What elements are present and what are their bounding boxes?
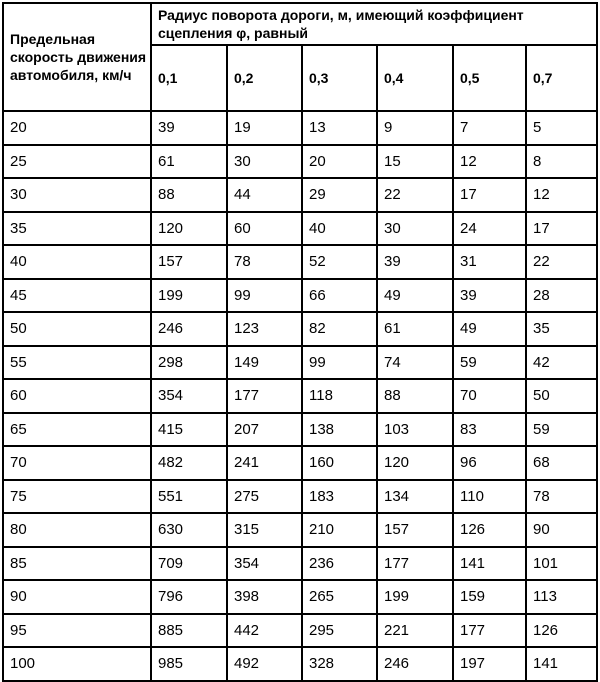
coefficient-header: 0,5 xyxy=(453,45,526,111)
radius-cell: 40 xyxy=(302,212,377,246)
radius-cell: 61 xyxy=(377,312,453,346)
radius-cell: 52 xyxy=(302,245,377,279)
radius-cell: 39 xyxy=(377,245,453,279)
coefficient-header: 0,4 xyxy=(377,45,453,111)
radius-cell: 246 xyxy=(377,647,453,681)
radius-cell: 101 xyxy=(526,547,597,581)
radius-cell: 354 xyxy=(151,379,227,413)
radius-cell: 241 xyxy=(227,446,302,480)
speed-cell: 30 xyxy=(3,178,151,212)
radius-cell: 12 xyxy=(526,178,597,212)
speed-cell: 40 xyxy=(3,245,151,279)
radius-cell: 197 xyxy=(453,647,526,681)
radius-cell: 49 xyxy=(377,279,453,313)
speed-cell: 70 xyxy=(3,446,151,480)
radius-cell: 398 xyxy=(227,580,302,614)
radius-cell: 885 xyxy=(151,614,227,648)
radius-cell: 221 xyxy=(377,614,453,648)
radius-cell: 44 xyxy=(227,178,302,212)
table-row xyxy=(3,279,597,313)
radius-cell: 12 xyxy=(453,145,526,179)
radius-cell: 96 xyxy=(453,446,526,480)
speed-cell: 25 xyxy=(3,145,151,179)
radius-cell: 19 xyxy=(227,111,302,145)
radius-cell: 82 xyxy=(302,312,377,346)
radius-cell: 13 xyxy=(302,111,377,145)
radius-cell: 236 xyxy=(302,547,377,581)
speed-cell: 80 xyxy=(3,513,151,547)
speed-cell: 50 xyxy=(3,312,151,346)
table-body xyxy=(3,111,597,681)
radius-cell: 15 xyxy=(377,145,453,179)
radius-cell: 177 xyxy=(377,547,453,581)
radius-cell: 120 xyxy=(377,446,453,480)
speed-column-header: Предельная скорость движения автомобиля, км/ч xyxy=(3,3,151,111)
radius-cell: 78 xyxy=(526,480,597,514)
radius-cell: 354 xyxy=(227,547,302,581)
table-row xyxy=(3,480,597,514)
radius-cell: 177 xyxy=(453,614,526,648)
radius-cell: 68 xyxy=(526,446,597,480)
radius-column-header: Радиус поворота дороги, м, имеющий коэффициент сцепления φ, равный xyxy=(151,3,597,45)
radius-cell: 796 xyxy=(151,580,227,614)
table-row xyxy=(3,145,597,179)
radius-cell: 126 xyxy=(526,614,597,648)
radius-cell: 70 xyxy=(453,379,526,413)
speed-cell: 20 xyxy=(3,111,151,145)
table-row xyxy=(3,312,597,346)
table-row xyxy=(3,513,597,547)
table-row xyxy=(3,111,597,145)
radius-cell: 99 xyxy=(227,279,302,313)
radius-cell: 298 xyxy=(151,346,227,380)
radius-cell: 709 xyxy=(151,547,227,581)
radius-cell: 42 xyxy=(526,346,597,380)
radius-cell: 83 xyxy=(453,413,526,447)
radius-cell: 141 xyxy=(453,547,526,581)
radius-cell: 551 xyxy=(151,480,227,514)
radius-cell: 210 xyxy=(302,513,377,547)
radius-cell: 59 xyxy=(453,346,526,380)
radius-cell: 5 xyxy=(526,111,597,145)
radius-cell: 159 xyxy=(453,580,526,614)
radius-cell: 30 xyxy=(227,145,302,179)
radius-cell: 207 xyxy=(227,413,302,447)
radius-cell: 110 xyxy=(453,480,526,514)
radius-cell: 17 xyxy=(453,178,526,212)
speed-cell: 75 xyxy=(3,480,151,514)
speed-cell: 90 xyxy=(3,580,151,614)
radius-cell: 199 xyxy=(377,580,453,614)
speed-cell: 65 xyxy=(3,413,151,447)
table-row xyxy=(3,614,597,648)
radius-cell: 442 xyxy=(227,614,302,648)
radius-cell: 90 xyxy=(526,513,597,547)
radius-cell: 39 xyxy=(453,279,526,313)
radius-cell: 30 xyxy=(377,212,453,246)
table-row xyxy=(3,178,597,212)
radius-cell: 99 xyxy=(302,346,377,380)
coefficient-header: 0,2 xyxy=(227,45,302,111)
coefficient-header: 0,7 xyxy=(526,45,597,111)
radius-cell: 275 xyxy=(227,480,302,514)
table-row xyxy=(3,245,597,279)
table-row xyxy=(3,580,597,614)
radius-cell: 183 xyxy=(302,480,377,514)
radius-cell: 22 xyxy=(377,178,453,212)
radius-cell: 482 xyxy=(151,446,227,480)
speed-cell: 95 xyxy=(3,614,151,648)
radius-cell: 123 xyxy=(227,312,302,346)
coefficient-header: 0,3 xyxy=(302,45,377,111)
table-row xyxy=(3,446,597,480)
table-row xyxy=(3,547,597,581)
speed-cell: 55 xyxy=(3,346,151,380)
table-row xyxy=(3,379,597,413)
speed-cell: 100 xyxy=(3,647,151,681)
radius-cell: 328 xyxy=(302,647,377,681)
table-row xyxy=(3,212,597,246)
radius-cell: 126 xyxy=(453,513,526,547)
speed-cell: 45 xyxy=(3,279,151,313)
radius-cell: 31 xyxy=(453,245,526,279)
radius-cell: 492 xyxy=(227,647,302,681)
radius-cell: 157 xyxy=(151,245,227,279)
radius-cell: 7 xyxy=(453,111,526,145)
radius-cell: 78 xyxy=(227,245,302,279)
radius-cell: 17 xyxy=(526,212,597,246)
table-row xyxy=(3,413,597,447)
radius-cell: 60 xyxy=(227,212,302,246)
radius-cell: 29 xyxy=(302,178,377,212)
radius-cell: 134 xyxy=(377,480,453,514)
radius-cell: 177 xyxy=(227,379,302,413)
radius-cell: 141 xyxy=(526,647,597,681)
radius-cell: 630 xyxy=(151,513,227,547)
radius-cell: 74 xyxy=(377,346,453,380)
radius-cell: 59 xyxy=(526,413,597,447)
radius-cell: 199 xyxy=(151,279,227,313)
radius-cell: 88 xyxy=(377,379,453,413)
radius-cell: 113 xyxy=(526,580,597,614)
radius-cell: 265 xyxy=(302,580,377,614)
radius-table xyxy=(2,2,598,682)
radius-cell: 415 xyxy=(151,413,227,447)
radius-cell: 118 xyxy=(302,379,377,413)
radius-cell: 24 xyxy=(453,212,526,246)
radius-cell: 157 xyxy=(377,513,453,547)
radius-cell: 50 xyxy=(526,379,597,413)
radius-cell: 138 xyxy=(302,413,377,447)
radius-cell: 39 xyxy=(151,111,227,145)
radius-cell: 66 xyxy=(302,279,377,313)
radius-cell: 88 xyxy=(151,178,227,212)
radius-cell: 103 xyxy=(377,413,453,447)
speed-cell: 60 xyxy=(3,379,151,413)
radius-cell: 20 xyxy=(302,145,377,179)
radius-cell: 149 xyxy=(227,346,302,380)
radius-cell: 120 xyxy=(151,212,227,246)
radius-cell: 295 xyxy=(302,614,377,648)
coefficient-header: 0,1 xyxy=(151,45,227,111)
speed-cell: 85 xyxy=(3,547,151,581)
radius-cell: 49 xyxy=(453,312,526,346)
radius-cell: 315 xyxy=(227,513,302,547)
radius-cell: 22 xyxy=(526,245,597,279)
table-row xyxy=(3,346,597,380)
radius-cell: 246 xyxy=(151,312,227,346)
radius-cell: 35 xyxy=(526,312,597,346)
radius-cell: 61 xyxy=(151,145,227,179)
radius-cell: 8 xyxy=(526,145,597,179)
radius-cell: 9 xyxy=(377,111,453,145)
table-row xyxy=(3,647,597,681)
radius-cell: 160 xyxy=(302,446,377,480)
radius-cell: 28 xyxy=(526,279,597,313)
speed-cell: 35 xyxy=(3,212,151,246)
radius-cell: 985 xyxy=(151,647,227,681)
